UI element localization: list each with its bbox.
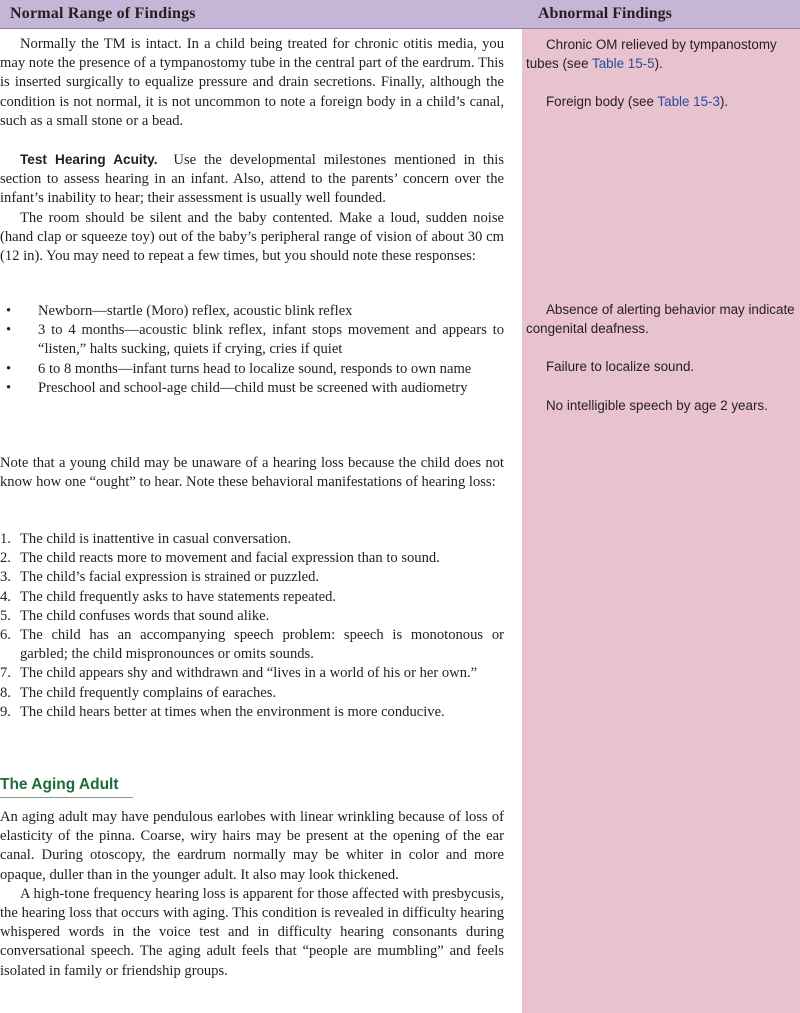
table-header bbox=[0, 0, 800, 29]
abnormal-foreign-body-note: Foreign body (see Table 15-3). bbox=[546, 94, 729, 109]
list-item: 7. The child appears shy and withdrawn and “lives in a world of his or her own.” bbox=[0, 665, 478, 682]
abnormal-findings-heading: Abnormal Findings bbox=[538, 5, 672, 22]
table-15-5-link[interactable]: Table 15-5 bbox=[592, 56, 655, 72]
list-item: • 3 to 4 months—acoustic blink reflex, infant stops movement and appears to “listen,” halts sucking, quiets if crying, cries if quiet bbox=[6, 322, 504, 358]
aging-paragraph-2: A high-tone frequency hearing loss is apparent for those affected with presbycusis, the hearing loss that occurs with aging. This condition is revealed in difficulty hearing whispered words in the voice test and in difficulty hearing consonants during conversational speech. The aging adult feels that “people are mumbling” and feels isolated in family or friendship groups. bbox=[0, 885, 504, 979]
abnormal-localize-note: Failure to localize sound. bbox=[546, 359, 695, 374]
hearing-paragraph-2: The room should be silent and the baby contented. Make a loud, sudden noise (hand clap or squeeze toy) out of the baby’s peripheral range of vision of about 30 cm (12 in). You may need to repeat a few times, but you should note these responses: bbox=[0, 209, 504, 265]
list-item: 1. The child is inattentive in casual conversation. bbox=[0, 531, 292, 547]
list-item: • Newborn—startle (Moro) reflex, acoustic blink reflex bbox=[6, 303, 353, 319]
note-section bbox=[0, 454, 504, 492]
note-paragraph: Note that a young child may be unaware of a hearing loss because the child does not know how one “ought” to hear. Note these behavioral manifestations of hearing loss: bbox=[0, 455, 504, 491]
list-item: 8. The child frequently complains of earaches. bbox=[0, 684, 277, 701]
table-15-3-link[interactable]: Table 15-3 bbox=[657, 94, 720, 109]
abnormal-findings-column bbox=[522, 0, 800, 1013]
manifestations-section bbox=[0, 530, 504, 722]
list-item: • Preschool and school-age child—child must be screened with audiometry bbox=[6, 379, 468, 396]
list-item: 5. The child confuses words that sound alike. bbox=[0, 607, 270, 624]
hearing-acuity-section bbox=[0, 150, 504, 266]
hearing-runin-heading: Test Hearing Acuity. bbox=[20, 152, 158, 167]
response-bullet-list bbox=[0, 302, 504, 398]
abnormal-om-note: Chronic OM relieved by tympanostomy tubes (see Table 15-5). bbox=[526, 37, 777, 72]
list-item: 3. The child’s facial expression is strained or puzzled. bbox=[0, 569, 320, 586]
abnormal-deafness-note: Absence of alerting behavior may indicate congenital deafness. bbox=[526, 302, 795, 337]
list-item: • 6 to 8 months—infant turns head to localize sound, responds to own name bbox=[6, 360, 472, 377]
list-item: 6. The child has an accompanying speech problem: speech is monotonous or garbled; the child mispronounces or omits sounds. bbox=[0, 627, 504, 663]
intro-paragraph: Normally the TM is intact. In a child being treated for chronic otitis media, you may note the presence of a tympanostomy tube in the central part of the eardrum. This is inserted surgically to equalize pressure and drain secretions. Finally, although the condition is not normal, it is not uncommon to note a foreign body in a child’s canal, such as a small stone or a bead. bbox=[0, 36, 504, 129]
list-item: 2. The child reacts more to movement and facial expression than to sound. bbox=[0, 550, 440, 567]
responses-list-section bbox=[0, 302, 504, 398]
aging-adult-heading: The Aging Adult bbox=[0, 775, 133, 798]
aging-section bbox=[0, 808, 504, 981]
normal-findings-heading: Normal Range of Findings bbox=[10, 5, 196, 22]
intro-section bbox=[0, 35, 504, 131]
list-item: 9. The child hears better at times when the environment is more conducive. bbox=[0, 703, 445, 720]
hearing-paragraph-1-text: Use the developmental milestones mentioned in this section to assess hearing in an infant. Also, attend to the parents’ concern over the infant’s inability to hear; their assessment is usually well founded. bbox=[0, 152, 504, 207]
abnormal-speech-note: No intelligible speech by age 2 years. bbox=[546, 398, 768, 413]
manifestations-list bbox=[0, 530, 504, 722]
hearing-paragraph-1 bbox=[0, 150, 504, 209]
aging-paragraph-1: An aging adult may have pendulous earlobes with linear wrinkling because of loss of elasticity of the pinna. Coarse, wiry hairs may be present at the opening of the ear canal. During otoscopy, the eardrum normally may be whiter in color and more opaque, duller than in the younger adult. It also may look thickened. bbox=[0, 809, 504, 883]
list-item: 4. The child frequently asks to have statements repeated. bbox=[0, 588, 337, 605]
